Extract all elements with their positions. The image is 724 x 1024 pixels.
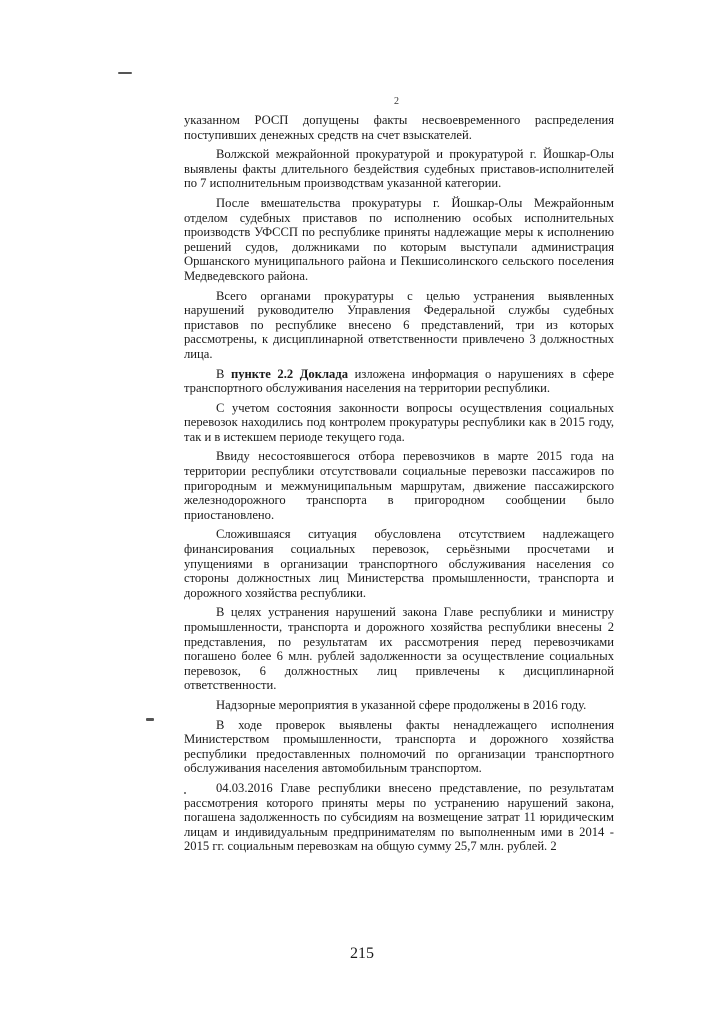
paragraph-10: Надзорные мероприятия в указанной сфере продолжены в 2016 году. bbox=[216, 697, 587, 712]
paragraph-6: С учетом состояния законности вопросы осуществления социальных перевозок находились под контролем прокуратуры республики как в 2015 году, так и в истекшем периоде текущего года. bbox=[184, 400, 614, 444]
paragraph-5 bbox=[184, 367, 614, 396]
scan-speck bbox=[184, 792, 186, 794]
report-section-reference: пункте 2.2 Доклада bbox=[231, 366, 349, 381]
paragraph-9: В целях устранения нарушений закона Главе республики и министру промышленности, транспорта и дорожного хозяйства республики внесены 2 представления, по результатам их рассмотрения перед перевозчиками погашено более 6 млн. рублей задолженности за осуществление социальных перевозок, 6 должностных лиц привлечены к дисциплинарной ответственности. bbox=[184, 605, 614, 693]
scan-speck bbox=[146, 718, 154, 721]
paragraph-4: Всего органами прокуратуры с целью устранения выявленных нарушений руководителю Управления Федеральной службы судебных приставов по республике внесено 6 представлений, три из которых рассмотрены, к дисциплинарной ответственности привлечено 3 должностных лица. bbox=[184, 288, 614, 361]
paragraph-11: В ходе проверок выявлены факты ненадлежащего исполнения Министерством промышленности, транспорта и дорожного хозяйства республики предоставленных полномочий по организации транспортного обслуживания населения автомобильным транспортом. bbox=[184, 717, 614, 776]
paragraph-12: 04.03.2016 Главе республики внесено представление, по результатам рассмотрения которого приняты меры по устранению нарушений закона, погашена задолженность по субсидиям на возмещение затрат 11 юридическим лицам и индивидуальным предпринимателям по выполненным ими в 2014 - 2015 гг. социальным перевозкам на общую сумму 25,7 млн. рублей. 2 bbox=[184, 780, 614, 854]
paragraph-3: После вмешательства прокуратуры г. Йошкар-Олы Межрайонным отделом судебных приставов по исполнению особых исполнительных производств УФССП по республике приняты надлежащие меры к исполнению решений судов, должниками по которым выступали администрация Оршанского муниципального района и Пекшисолинского сельского поселения Медведевского района. bbox=[184, 195, 614, 283]
paragraph-2: Волжской межрайонной прокуратурой и прокуратурой г. Йошкар-Олы выявлены факты длительного бездействия судебных приставов-исполнителей по 7 исполнительным производствам указанной категории. bbox=[184, 147, 614, 191]
footer-page-number: 215 bbox=[350, 945, 374, 962]
scan-speck bbox=[118, 72, 132, 74]
paragraph-7: Ввиду несостоявшегося отбора перевозчиков в марте 2015 года на территории республики отсутствовали социальные перевозки пассажиров по пригородным и межмуниципальным маршрутам, движение пассажирского железнодорожного транспорта в пригородном сообщении было приостановлено. bbox=[184, 449, 614, 522]
paragraph-8: Сложившаяся ситуация обусловлена отсутствием надлежащего финансирования социальных перевозок, серьёзными просчетами и упущениями в организации транспортного обслуживания населения со стороны должностных лиц Министерства промышленности, транспорта и дорожного хозяйства республики. bbox=[184, 527, 614, 600]
document-body bbox=[184, 113, 614, 859]
header-page-number: 2 bbox=[394, 96, 399, 107]
paragraph-5-suffix: изложена информация о нарушениях в сфере транспортного обслуживания населения на территории республики. bbox=[184, 366, 614, 396]
paragraph-5-prefix: В bbox=[216, 366, 231, 381]
paragraph-1: указанном РОСП допущены факты несвоевременного распределения поступивших денежных средств на счет взыскателей. bbox=[184, 113, 614, 142]
